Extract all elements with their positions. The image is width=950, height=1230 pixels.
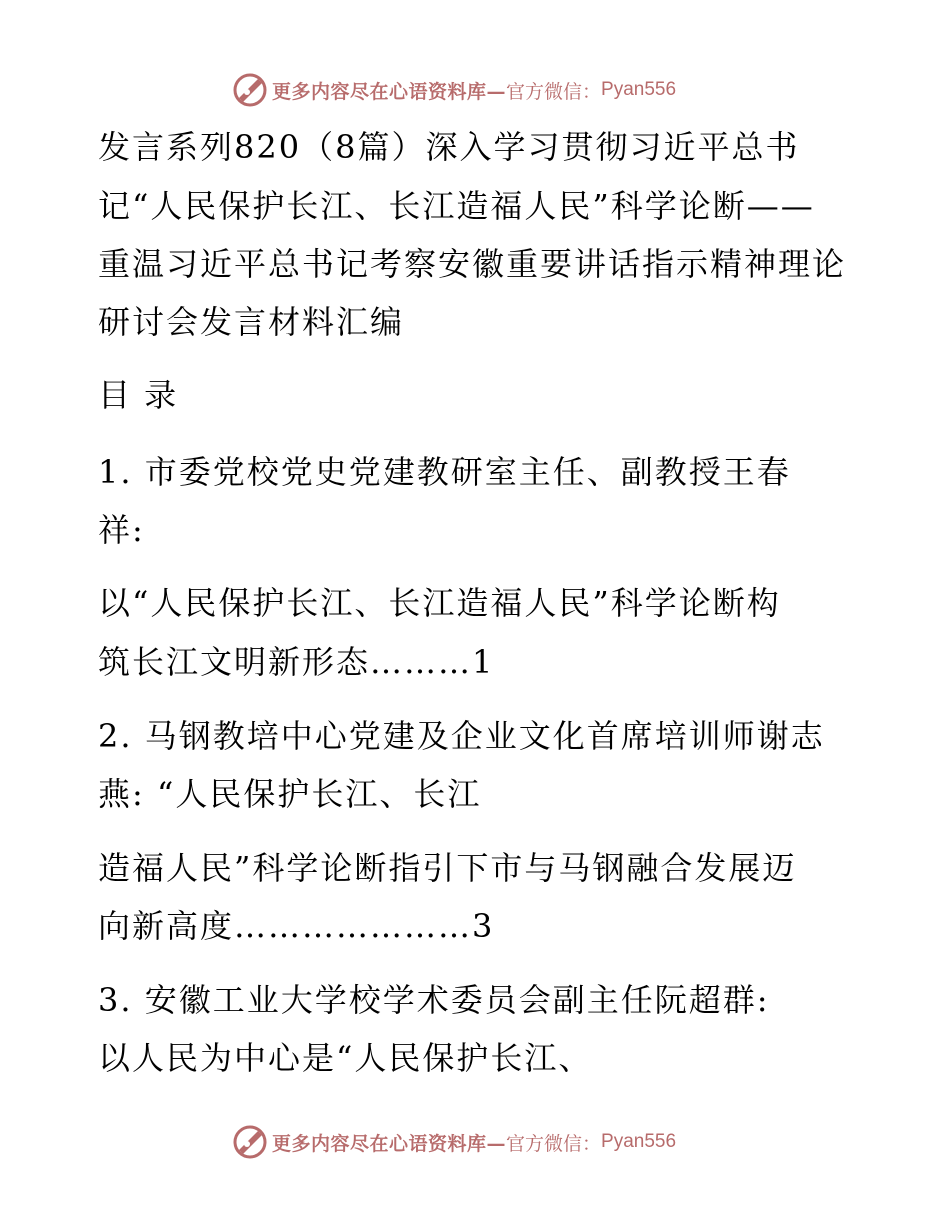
brand-logo-icon (232, 72, 268, 108)
toc-line: 造福人民”科学论断指引下市与马钢融合发展迈 (98, 849, 797, 887)
brand-logo-icon (232, 1124, 268, 1160)
toc-line: 2. 马钢教培中心党建及企业文化首席培训师谢志 (98, 717, 825, 755)
title-line-3: 重温习近平总书记考察安徽重要讲话指示精神理论 (98, 245, 847, 283)
toc-line: 3. 安徽工业大学校学术委员会副主任阮超群: (98, 981, 770, 1019)
title-line-4: 研讨会发言材料汇编 (98, 303, 405, 341)
footer-banner (232, 1122, 676, 1162)
toc-line: 向新高度…………………3 (98, 907, 495, 945)
toc-line: 祥: (98, 511, 145, 549)
title-line-2: 记“人民保护长江、长江造福人民”科学论断—— (98, 187, 815, 225)
banner-text: 更多内容尽在心语资料库— (272, 80, 507, 103)
banner-wechat-label: 官方微信： (506, 1132, 602, 1155)
banner-wechat-label: 官方微信： (506, 80, 602, 103)
toc-line: 以“人民保护长江、长江造福人民”科学论断构 (98, 584, 781, 622)
toc-heading: 目 录 (98, 376, 179, 414)
toc-line: 筑长江文明新形态………1 (98, 643, 495, 681)
toc-line: 以人民为中心是“人民保护长江、 (98, 1039, 593, 1077)
header-banner (232, 70, 676, 110)
toc-line: 1. 市委党校党史党建教研室主任、副教授王春 (98, 453, 791, 491)
title-line-1: 发言系列820（8篇）深入学习贯彻习近平总书 (98, 128, 800, 166)
banner-text: 更多内容尽在心语资料库— (272, 1132, 507, 1155)
banner-wechat-id: Pyan556 (601, 79, 677, 100)
toc-line: 燕: “人民保护长江、长江 (98, 775, 482, 813)
banner-wechat-id: Pyan556 (601, 1131, 677, 1152)
